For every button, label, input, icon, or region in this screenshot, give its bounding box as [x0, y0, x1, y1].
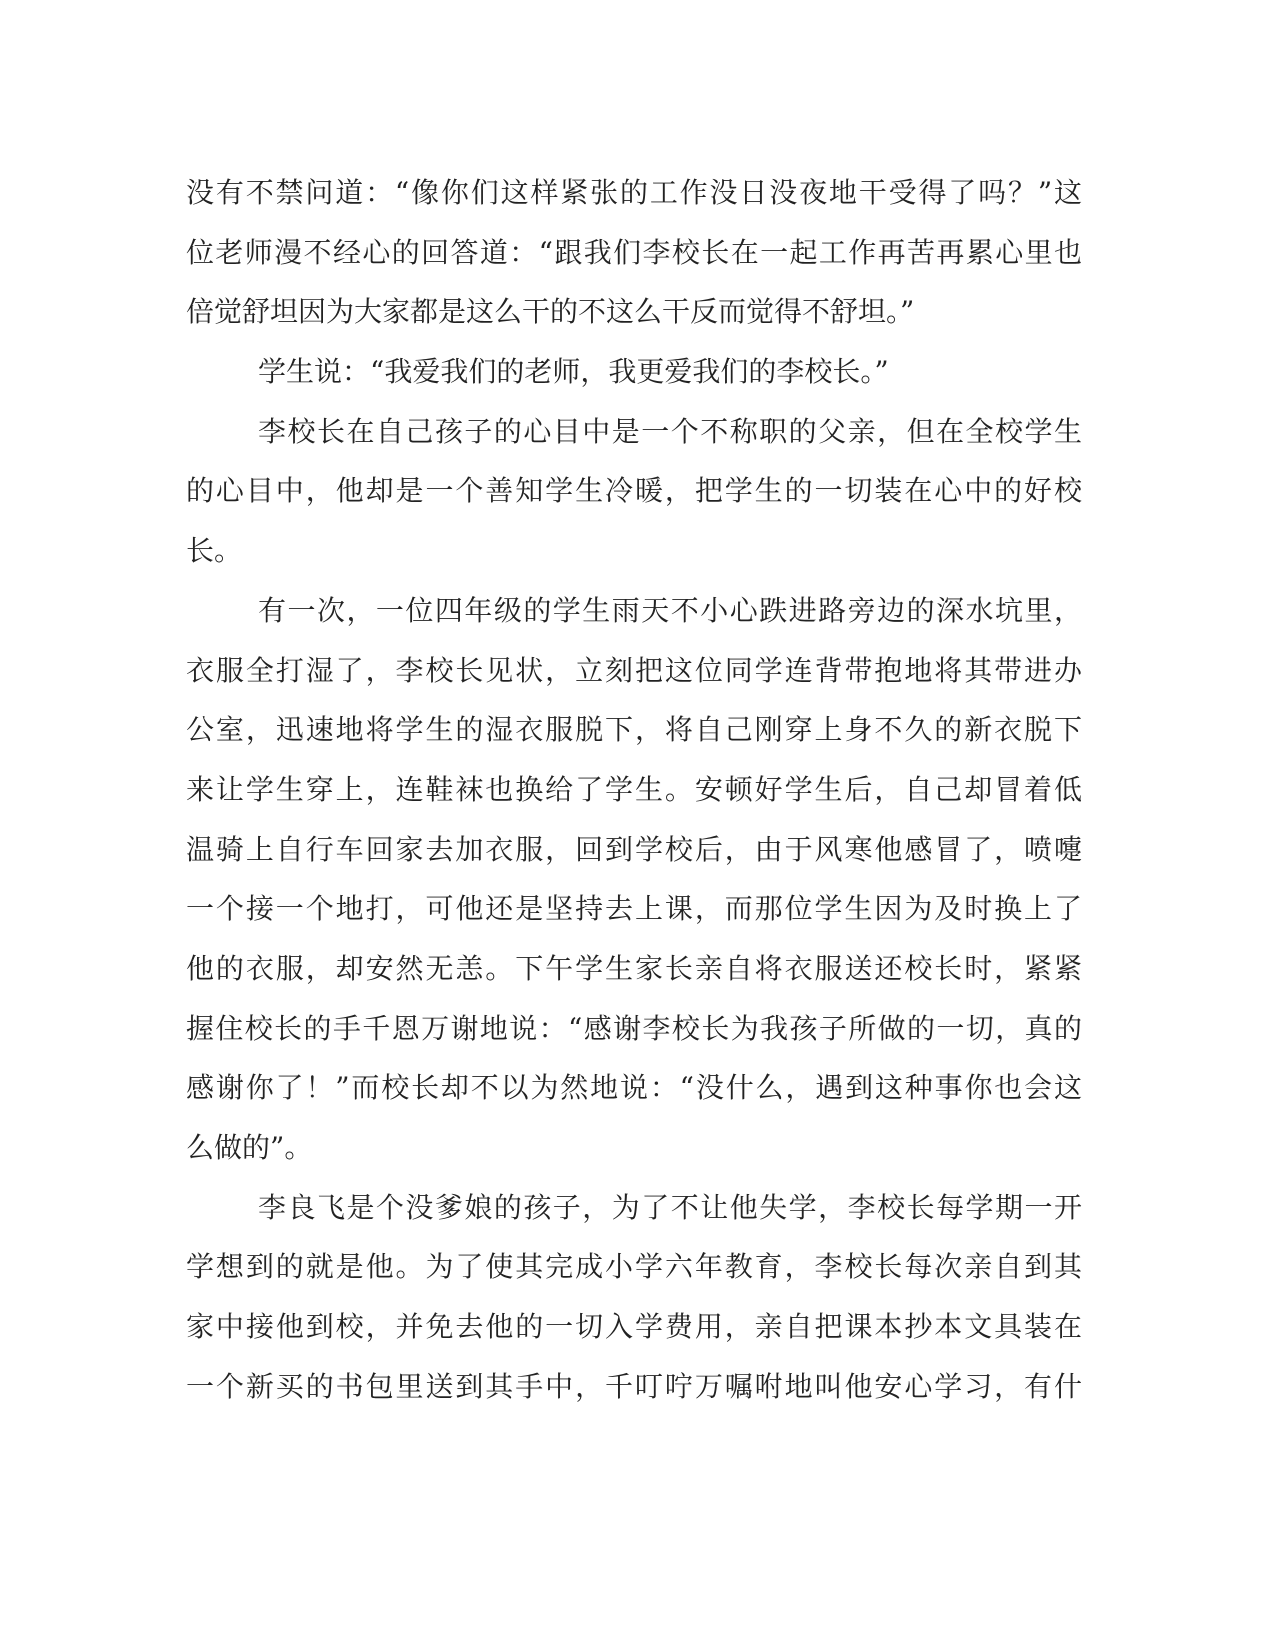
paragraph-first-line: 学生说：“我爱我们的老师，我更爱我们的李校长。” — [258, 355, 889, 389]
text-line: 衣服全打湿了，李校长见状，立刻把这位同学连背带抱地将其带进办 — [186, 653, 1082, 687]
text-line: 公室，迅速地将学生的湿衣服脱下，将自己刚穿上身不久的新衣脱下 — [186, 713, 1082, 747]
text-line: 么做的”。 — [186, 1131, 313, 1164]
text-line: 位老师漫不经心的回答道：“跟我们李校长在一起工作再苦再累心里也 — [186, 235, 1082, 269]
text-line: 长。 — [186, 534, 243, 568]
paragraph-first-line: 李良飞是个没爹娘的孩子，为了不让他失学，李校长每学期一开 — [258, 1190, 1082, 1224]
text-line: 家中接他到校，并免去他的一切入学费用，亲自把课本抄本文具装在 — [186, 1310, 1082, 1344]
text-line: 感谢你了！”而校长却不以为然地说：“没什么，遇到这种事你也会这 — [186, 1071, 1082, 1105]
text-line: 温骑上自行车回家去加衣服，回到学校后，由于风寒他感冒了，喷嚏 — [186, 832, 1082, 866]
text-line: 来让学生穿上，连鞋袜也换给了学生。安顿好学生后，自己却冒着低 — [186, 772, 1082, 806]
text-line: 倍觉舒坦因为大家都是这么干的不这么干反而觉得不舒坦。” — [186, 295, 915, 329]
text-line: 一个新买的书包里送到其手中，千叮咛万嘱咐地叫他安心学习，有什 — [186, 1369, 1082, 1403]
body-text — [186, 163, 1082, 1416]
text-line: 握住校长的手千恩万谢地说：“感谢李校长为我孩子所做的一切，真的 — [186, 1011, 1082, 1045]
text-line: 没有不禁问道：“像你们这样紧张的工作没日没夜地干受得了吗？”这 — [186, 176, 1082, 209]
text-line: 的心目中，他却是一个善知学生冷暖，把学生的一切装在心中的好校 — [186, 474, 1082, 508]
paragraph-first-line: 有一次，一位四年级的学生雨天不小心跌进路旁边的深水坑里， — [258, 593, 1082, 627]
text-line: 他的衣服，却安然无恙。下午学生家长亲自将衣服送还校长时，紧紧 — [186, 951, 1082, 985]
text-line: 学想到的就是他。为了使其完成小学六年教育，李校长每次亲自到其 — [186, 1250, 1082, 1284]
text-line: 一个接一个地打，可他还是坚持去上课，而那位学生因为及时换上了 — [186, 892, 1082, 926]
paragraph-first-line: 李校长在自己孩子的心目中是一个不称职的父亲，但在全校学生 — [258, 414, 1082, 448]
